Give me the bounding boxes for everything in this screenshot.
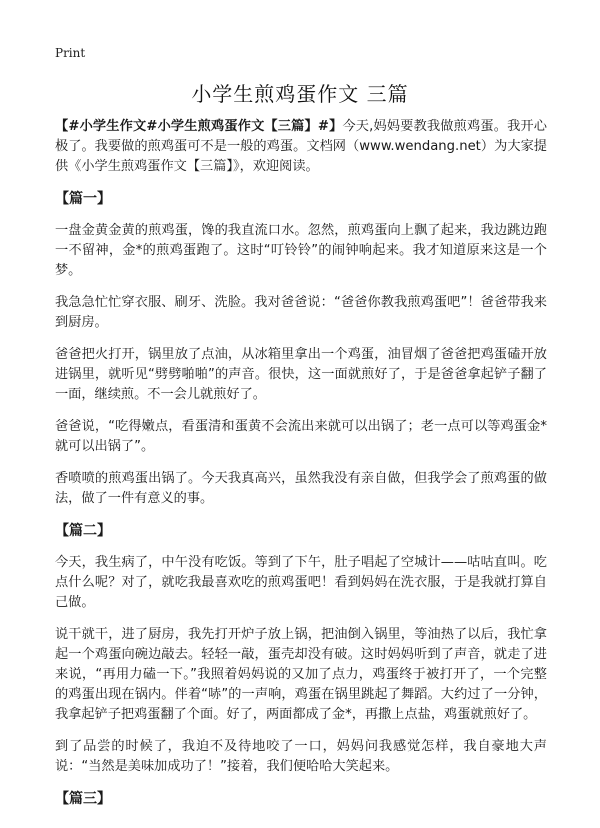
intro-paragraph [55,117,547,177]
section-paragraph: 到了品尝的时候了，我迫不及待地咬了一口，妈妈问我感觉怎样，我自豪地大声说：“当然是美味加成功了！”接着，我们便哈哈大笑起来。 [55,739,547,774]
section-paragraph: 爸爸把火打开，锅里放了点油，从冰箱里拿出一个鸡蛋，油冒烟了爸爸把鸡蛋磕开放进锅里，就听见“劈劈啪啪”的声音。很快，这一面就煎好了，于是爸爸拿起铲子翻了一面，继续煎。不一会儿就煎好了。 [55,347,547,402]
section-paragraph: 香喷喷的煎鸡蛋出锅了。今天我真高兴，虽然我没有亲自做，但我学会了煎鸡蛋的做法，做了一件有意义的事。 [55,471,547,506]
intro-tags: 【#小学生作文#小学生煎鸡蛋作文【三篇】#】 [55,119,343,134]
section-paragraph: 今天，我生病了，中午没有吃饭。等到了下午，肚子唱起了空城计——咕咕直叫。吃点什么呢？对了，就吃我最喜欢吃的煎鸡蛋吧！看到妈妈在洗衣服，于是我就打算自己做。 [55,555,547,610]
section-heading: 【篇一】 [55,191,111,207]
page-title: 小学生煎鸡蛋作文 三篇 [191,82,409,106]
section-heading: 【篇三】 [55,791,111,807]
intro-text: 今天,妈妈要教我做煎鸡蛋。我开心极了。我要做的煎鸡蛋可不是一般的鸡蛋。文档网（www.wendang.net）为大家提供《小学生煎鸡蛋作文【三篇】》，欢迎阅读。 [55,119,547,174]
section-paragraph: 一盘金黄金黄的煎鸡蛋，馋的我直流口水。忽然，煎鸡蛋向上飘了起来，我边跳边跑一不留神，金*的煎鸡蛋跑了。这时“叮铃铃”的闹钟响起来。我才知道原来这是一个梦。 [55,223,547,278]
section-paragraph: 说干就干，进了厨房，我先打开炉子放上锅，把油倒入锅里，等油热了以后，我忙拿起一个鸡蛋向碗边敲去。轻轻一敲，蛋壳却没有破。这时妈妈听到了声音，就走了进来说，“再用力磕一下。”我照着妈妈说的又加了点力，鸡蛋终于被打开了，一个完整的鸡蛋出现在锅内。伴着“哧”的一声响，鸡蛋在锅里跳起了舞蹈。大约过了一分钟，我拿起铲子把鸡蛋翻了个面。好了，两面都成了金*，再撒上点盐，鸡蛋就煎好了。 [55,627,547,722]
section-paragraph: 我急急忙忙穿衣服、刷牙、洗脸。我对爸爸说：“爸爸你教我煎鸡蛋吧”！爸爸带我来到厨房。 [55,295,547,330]
article-body [55,117,547,821]
section-heading: 【篇二】 [55,523,111,539]
print-link[interactable]: Print [55,46,86,60]
section-paragraph: 爸爸说，“吃得嫩点，看蛋清和蛋黄不会流出来就可以出锅了；老一点可以等鸡蛋金*就可以出锅了”。 [55,419,547,454]
